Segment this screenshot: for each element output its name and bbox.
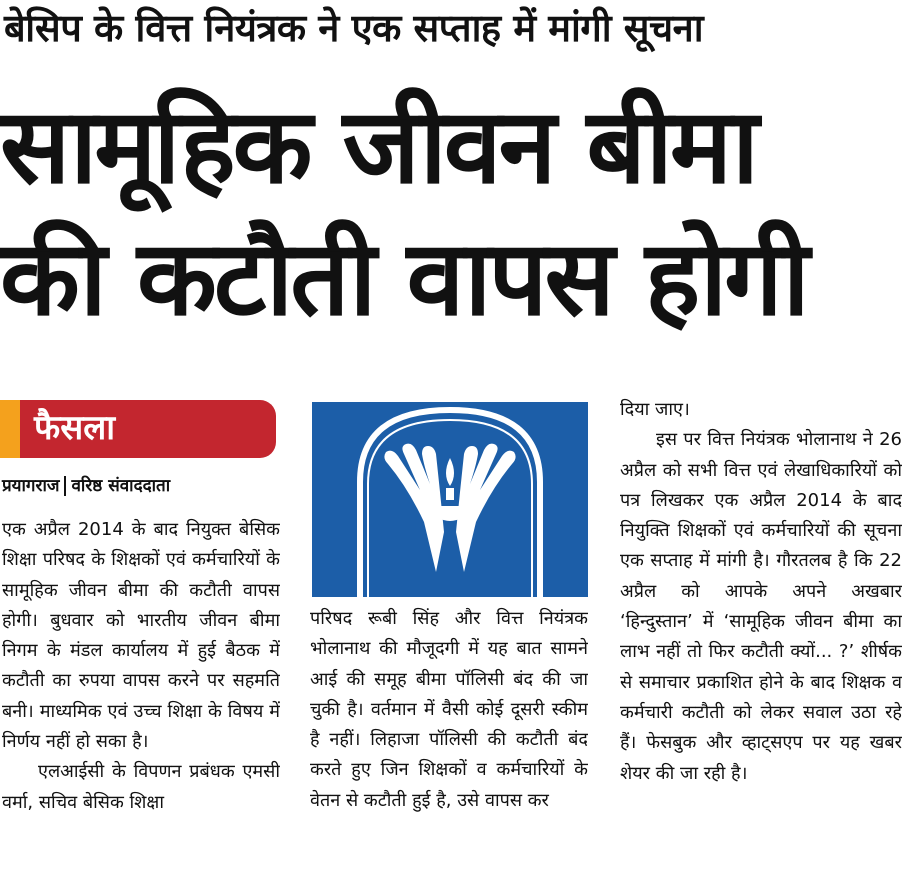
lic-logo-image: [312, 402, 588, 597]
paragraph: परिषद रूबी सिंह और वित्त नियंत्रक भोलानाथ की मौजूदगी में यह बात सामने आई की समूह बीमा पॉलिसी बंद की जा चुकी है। वर्तमान में वैसी कोई दूसरी स्कीम है नहीं। लिहाजा पॉलिसी की कटौती बंद करते हुए जिन शिक्षकों व कर्मचारियों के वेतन से कटौती हुई है, उसे वापस कर: [310, 608, 588, 811]
headline-line-2: की कटौती वापस होगी: [0, 217, 807, 339]
tag-accent-bar: [0, 400, 20, 458]
dateline-place: प्रयागराज: [2, 476, 60, 496]
dateline-reporter: वरिष्ठ संवाददाता: [71, 476, 171, 496]
paragraph: एलआईसी के विपणन प्रबंधक एमसी वर्मा, सचिव बेसिक शिक्षा: [2, 761, 280, 813]
tag-label: फैसला: [34, 408, 116, 448]
paragraph: इस पर वित्त नियंत्रक भोलानाथ ने 26 अप्रैल को सभी वित्त एवं लेखाधिकारियों को पत्र लिखकर एक अप्रैल 2014 के बाद नियुक्ति शिक्षकों एवं कर्मचारियों की सूचना एक सप्ताह में मांगी है। गौरतलब है कि 22 अप्रैल को आपके अपने अखबार ‘हिन्दुस्तान’ में ‘सामूहिक जीवन बीमा का लाभ नहीं तो फिर कटौती क्यों... ?’ शीर्षक से समाचार प्रकाशित होने के बाद शिक्षक व कर्मचारी कटौती को लेकर सवाल उठा रहे हैं। फेसबुक और व्हाट्सएप पर यह खबर शेयर की जा रही है।: [620, 429, 902, 784]
dateline: [2, 472, 278, 500]
paragraph: दिया जाए।: [620, 399, 690, 420]
kicker-heading: बेसिप के वित्त नियंत्रक ने एक सप्ताह में मांगी सूचना: [4, 6, 704, 50]
dateline-separator: [64, 476, 66, 496]
lic-hands-lamp-logo-icon: [312, 402, 588, 597]
article-column-3: [620, 395, 902, 855]
article-column-1: [2, 515, 280, 855]
headline: [0, 80, 912, 344]
headline-line-1: सामूहिक जीवन बीमा: [0, 85, 756, 207]
article-column-2: [310, 604, 588, 854]
category-tag: [0, 400, 276, 458]
paragraph: एक अप्रैल 2014 के बाद नियुक्त बेसिक शिक्षा परिषद के शिक्षकों एवं कर्मचारियों के सामूहिक जीवन बीमा की कटौती वापस होगी। बुधवार को भारतीय जीवन बीमा निगम के मंडल कार्यालय में हुई बैठक में कटौती का रुपया वापस करने पर सहमति बनी। माध्यमिक एवं उच्च शिक्षा के विषय में निर्णय नहीं हो सका है।: [2, 519, 280, 753]
